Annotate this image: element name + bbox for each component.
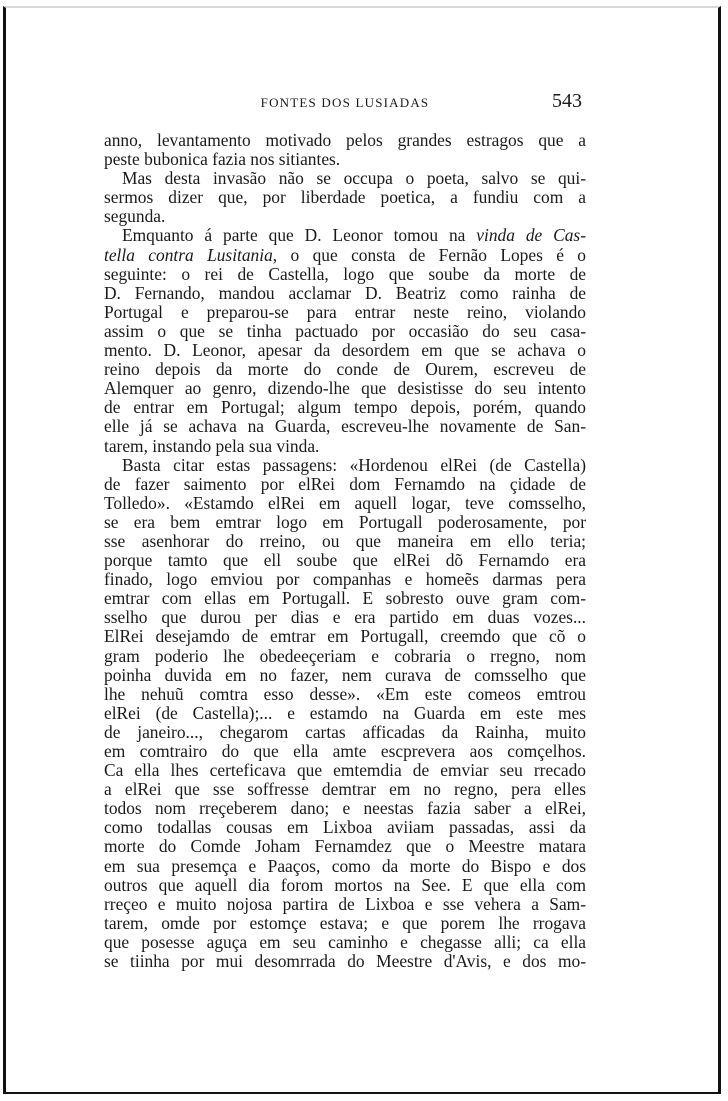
text-line: como todallas cousas em Lixboa aviiam passadas, assi da [104, 817, 586, 838]
text-line: sse asenhorar do rreino, ou que maneira em ello teria; [104, 530, 586, 551]
text-line: de entrar em Portugal; algum tempo depois, porém, quando [104, 397, 586, 418]
text-line: a elRei que sse soffresse demtrar em no regno, pera elles [104, 779, 586, 800]
text-line: emtrar com ellas em Portugall. E sobresto ouve gram com- [104, 588, 586, 609]
text-line: tarem, instando pela sua vinda. [104, 435, 320, 456]
text-line: outros que aquell dia forom mortos na See. E que ella com [104, 874, 586, 895]
running-title: FONTES DOS LUSIADAS [260, 95, 430, 110]
text-line: Basta citar estas passagens: «Hordenou elRei (de Castella) [122, 454, 586, 475]
text-line: gram poderio lhe obedeeçeriam e cobraria o rregno, nom [104, 645, 586, 666]
text-line: poinha duvida em no fazer, nem curava de comsselho que [104, 664, 586, 685]
text-line: lhe nehuũ comtra esso desse». «Em este comeos emtrou [104, 683, 586, 704]
text-line: Mas desta invasão não se occupa o poeta, salvo se qui- [122, 168, 586, 189]
text-line: em comtrairo do que ella amte escprevera aos comçelhos. [104, 741, 586, 761]
page-number: 543 [552, 90, 582, 112]
text-line: Ca ella lhes certeficava que emtemdia de emviar seu rrecado [104, 760, 586, 781]
text-line: elle já se achava na Guarda, escreveu-lhe novamente de San- [104, 416, 586, 437]
text-line: ElRei desejamdo de emtrar em Portugall, creemdo que cõ o [104, 626, 586, 647]
text-line: porque tamto que ell soube que elRei dõ Fernamdo era [104, 550, 586, 571]
text-line: reino depois da morte do conde de Ourem, escreveu de [104, 359, 586, 380]
text-line: assim o que se tinha pactuado por occasião do seu casa- [104, 320, 586, 341]
italic-phrase: vinda de Cas- [476, 225, 586, 246]
text-line [104, 246, 586, 265]
text-line: todos nom rreçeberem dano; e neestas fazia saber a elRei, [104, 798, 586, 819]
text-line: Alemquer ao genro, dizendo-lhe que desistisse do seu intento [104, 378, 586, 399]
text-line: elRei (de Castella);... e estamdo na Guarda em este mes [104, 702, 586, 723]
text-segment: o que consta de Fernão Lopes é o [277, 244, 586, 265]
body-text [104, 131, 586, 971]
text-line: rreçeo e muito nojosa partira de Lixboa e sse vehera a Sam- [104, 893, 586, 914]
italic-phrase: tella contra Lusitania, [104, 244, 278, 265]
text-line: Portugal e preparou-se para entrar neste reino, violando [104, 301, 586, 322]
text-line: mento. D. Leonor, apesar da desordem em que se achava o [104, 340, 586, 361]
text-line: de fazer saimento por elRei dom Fernamdo na çidade de [104, 473, 586, 494]
text-line: morte do Comde Joham Fernamdez que o Meestre matara [104, 836, 586, 857]
running-head [104, 90, 586, 115]
text-line: em sua presemça e Paaços, como da morte do Bispo e dos [104, 855, 586, 876]
text-line: finado, logo emviou por companhas e homeẽs darmas pera [104, 569, 586, 590]
text-line: sermos dizer que, por liberdade poetica, a fundiu com a [104, 187, 586, 208]
text-line: de janeiro..., chegarom cartas afficadas da Rainha, muito [104, 721, 586, 742]
text-line: peste bubonica fazia nos sitiantes. [104, 149, 341, 170]
text-segment: Emquanto á parte que D. Leonor tomou na [122, 225, 477, 246]
text-line: seguinte: o rei de Castella, logo que soube da morte de [104, 263, 586, 284]
text-line: tarem, omde por estomçe estava; e que porem lhe rrogava [104, 912, 586, 933]
text-line: se tiinha por mui desomrrada do Meestre d'Avis, e dos mo- [104, 951, 586, 972]
text-line: anno, levantamento motivado pelos grandes estragos que a [104, 130, 586, 150]
text-line: que posesse aguça em seu caminho e chegasse alli; ca ella [104, 931, 586, 952]
text-line: segunda. [104, 206, 166, 227]
text-line: D. Fernando, mandou acclamar D. Beatriz como rainha de [104, 282, 586, 303]
text-line: se era bem emtrar logo em Portugall poderosamente, por [104, 511, 586, 532]
text-line: Tolledo». «Estamdo elRei em aquell logar, teve comsselho, [104, 492, 586, 513]
text-line [104, 226, 586, 245]
text-line: sselho que durou per dias e era partido em duas vozes... [104, 607, 586, 628]
